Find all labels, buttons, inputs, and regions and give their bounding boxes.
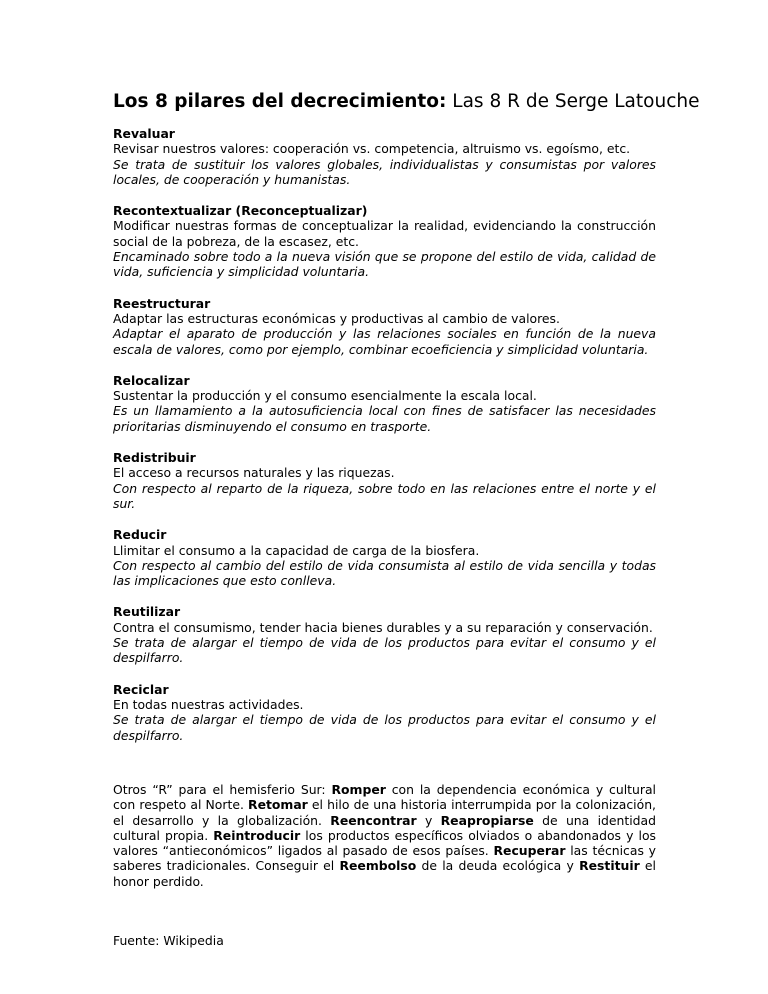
pillar-redistribuir — [113, 450, 656, 511]
pillar-recontextualizar — [113, 203, 656, 279]
otros-keyword: Reintroducir — [213, 827, 301, 843]
pillar-description: Modificar nuestras formas de conceptualizar la realidad, evidenciando la construcción social de la pobreza, de la escasez, etc. — [113, 218, 656, 249]
pillar-description: Llimitar el consumo a la capacidad de carga de la biosfera. — [113, 542, 480, 558]
otros-keyword: Romper — [331, 782, 386, 797]
otros-keyword: Retomar — [248, 797, 308, 813]
pillar-note: Con respecto al reparto de la riqueza, sobre todo en las relaciones entre el norte y el sur. — [113, 480, 656, 511]
pillar-note: Es un llamamiento a la autosuficiencia local con fines de satisfacer las necesidades prioritarias disminuyendo el consumo en trasporte. — [113, 403, 656, 434]
pillars-list — [113, 126, 656, 759]
pillar-reciclar — [113, 682, 656, 743]
page-title-subtitle: Las 8 R de Serge Latouche — [452, 91, 700, 112]
pillar-heading: Redistribuir — [113, 450, 196, 466]
pillar-heading: Reutilizar — [113, 604, 181, 620]
otros-keyword: Recuperar — [493, 843, 566, 859]
otros-text: con la dependencia económica y cultural con respeto al Norte. — [113, 782, 656, 813]
source-note: Fuente: Wikipedia — [113, 933, 224, 948]
pillar-heading: Revaluar — [113, 126, 175, 141]
pillar-heading: Relocalizar — [113, 372, 190, 388]
otros-text: Otros “R” para el hemisferio Sur: — [113, 782, 332, 797]
otros-text: los productos específicos olviados o abandonados y los valores “antieconómicos” ligados al pasado de esos países. — [113, 827, 656, 859]
page-title — [113, 89, 700, 115]
pillar-reutilizar — [113, 604, 656, 665]
otros-keyword: Reapropiarse — [440, 812, 534, 828]
otros-keyword: Reembolso — [339, 858, 417, 874]
pillar-relocalizar — [113, 373, 656, 434]
pillar-description: Sustentar la producción y el consumo esencialmente la escala local. — [113, 388, 537, 404]
pillar-description: El acceso a recursos naturales y las riquezas. — [113, 465, 395, 481]
otros-text: las técnicas y saberes tradicionales. Conseguir el — [113, 843, 657, 874]
pillar-heading: Recontextualizar (Reconceptualizar) — [113, 203, 368, 219]
otros-text: y — [416, 812, 441, 828]
otros-text: el honor perdido. — [113, 858, 656, 889]
pillar-heading: Reciclar — [113, 681, 169, 697]
page-title-bold: Los 8 pilares del decrecimiento: — [113, 91, 447, 112]
pillar-description: Contra el consumismo, tender hacia bienes durables y a su reparación y conservación. — [113, 619, 653, 635]
pillar-note: Con respecto al cambio del estilo de vida consumista al estilo de vida sencilla y todas las implicaciones que esto conlleva. — [113, 557, 656, 589]
pillar-reestructurar — [113, 296, 656, 357]
otros-text: de la deuda ecológica y — [416, 858, 580, 874]
pillar-note: Se trata de alargar el tiempo de vida de los productos para evitar el consumo y el despilfarro. — [113, 635, 656, 666]
pillar-revaluar — [113, 126, 656, 187]
otros-text: el hilo de una historia interrumpida por la colonización, el desarrollo y la globalización. — [113, 797, 656, 828]
otros-keyword: Reencontrar — [330, 812, 417, 828]
otros-text: de una identidad cultural propia. — [113, 812, 656, 843]
otros-keyword: Restituir — [579, 858, 640, 874]
pillar-heading: Reestructurar — [113, 295, 211, 311]
pillar-note: Se trata de alargar el tiempo de vida de los productos para evitar el consumo y el despilfarro. — [113, 712, 656, 743]
pillar-description: Adaptar las estructuras económicas y productivas al cambio de valores. — [113, 310, 560, 326]
pillar-note: Se trata de sustituir los valores globales, individualistas y consumistas por valores locales, de cooperación y humanistas. — [113, 156, 656, 187]
pillar-reducir — [113, 527, 656, 588]
pillar-heading: Reducir — [113, 527, 167, 543]
pillar-description: Revisar nuestros valores: cooperación vs. competencia, altruismo vs. egoísmo, etc. — [113, 141, 631, 157]
otros-r-paragraph — [113, 782, 656, 889]
pillar-note: Encaminado sobre todo a la nueva visión que se propone del estilo de vida, calidad de vida, suficiencia y simplicidad voluntaria. — [113, 249, 656, 280]
pillar-description: En todas nuestras actividades. — [113, 696, 304, 712]
pillar-note: Adaptar el aparato de producción y las relaciones sociales en función de la nueva escala de valores, como por ejemplo, combinar ecoeficiencia y simplicidad voluntaria. — [113, 326, 656, 357]
